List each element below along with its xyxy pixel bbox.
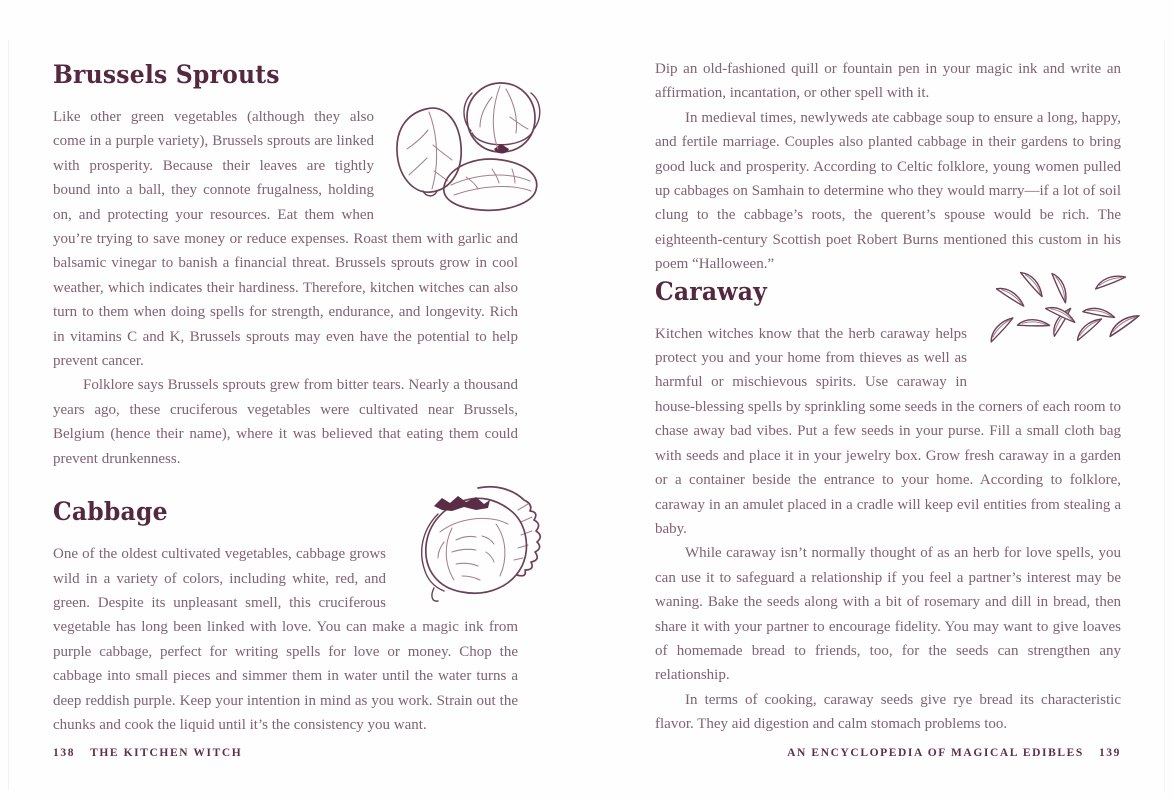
cabbage-heading: Cabbage: [53, 497, 168, 527]
caraway-paragraph-1: [655, 322, 1121, 542]
right-running-title: AN ENCYCLOPEDIA OF MAGICAL EDIBLES: [787, 747, 1084, 759]
section-cabbage: [53, 497, 518, 737]
left-page-footer: [53, 747, 242, 759]
brussels-sprouts-illustration: [388, 73, 558, 213]
brussels-sprouts-heading: Brussels Sprouts: [53, 60, 280, 89]
right-page: [655, 57, 1121, 737]
right-page-edge: [1164, 40, 1165, 790]
brussels-sprouts-paragraph-1: [53, 105, 518, 373]
right-page-footer: [787, 747, 1121, 759]
paragraph-text: Like other green vegetables (although they also come in a purple variety), Brussels sprouts are linked with prosperity. Because their leaves are tightly bound into a ball, they connote frugalness, holding on, and protecting your resources. Eat them when you’re trying to save money or reduce expenses. Roast them with garlic and balsamic vinegar to banish a financial threat. Brussels sprouts grow in cool weather, which indicates their hardiness. Therefore, kitchen witches can also turn to them when doing spells for strength, endurance, and longevity. Rich in vitamins C and K, Brussels sprouts may even have the potential to help prevent cancer.: [53, 109, 518, 370]
caraway-paragraph-2: [655, 541, 1121, 687]
section-caraway: [655, 277, 1121, 737]
brussels-sprouts-paragraph-2: [53, 373, 518, 471]
section-brussels-sprouts: [53, 60, 518, 471]
paragraph-text: In terms of cooking, caraway seeds give rye bread its characteristic flavor. They aid digestion and calm stomach problems too.: [655, 691, 1121, 733]
paragraph-text: Dip an old-fashioned quill or fountain pen in your magic ink and write an affirmation, incantation, or other spell with it.: [655, 61, 1121, 102]
paragraph-text: Folklore says Brussels sprouts grew from bitter tears. Nearly a thousand years ago, these cruciferous vegetables were cultivated near Brussels, Belgium (hence their name), where it was believed that eating them could prevent drunkenness.: [53, 377, 518, 467]
paragraph-text: One of the oldest cultivated vegetables, cabbage grows wild in a variety of colors, including white, red, and green. Despite its unpleasant smell, this cruciferous vegetable has long been linked with love. You can make a magic ink from purple cabbage, perfect for writing spells for love or money. Chop the cabbage into small pieces and simmer them in water until the water turns a deep reddish purple. Keep your intention in mind as you work. Strain out the chunks and cook the liquid until it’s the consistency you want.: [53, 546, 518, 733]
left-page: [53, 60, 518, 737]
right-page-number: 139: [1098, 747, 1121, 759]
cabbage-continuation-paragraph-2: [655, 106, 1121, 277]
left-running-title: THE KITCHEN WITCH: [90, 747, 243, 759]
paragraph-text: Kitchen witches know that the herb caraway helps protect you and your home from thieves as well as harmful or mischievous spirits. Use caraway in house-blessing spells by sprinkling some seeds in the corners of each room to chase away bad vibes. Put a few seeds in your purse. Fill a small cloth bag with seeds and place it in your jewelry box. Grow fresh caraway in a garden or a container beside the entrance to your home. According to folklore, caraway in an amulet placed in a cradle will keep evil entities from stealing a baby.: [655, 325, 1121, 537]
caraway-heading: Caraway: [655, 276, 767, 306]
left-page-edge: [8, 40, 9, 790]
paragraph-text: While caraway isn’t normally thought of as an herb for love spells, you can use it to safeguard a relationship if you feel a partner’s interest may be waning. Bake the seeds along with a bit of rosemary and dill in bread, then share it with your partner to encourage fidelity. You may want to give loaves of homemade bread to friends, too, for the seeds can strengthen any relationship.: [655, 545, 1121, 684]
paragraph-text: In medieval times, newlyweds ate cabbage soup to ensure a long, happy, and fertile marriage. Couples also planted cabbage in their gardens to bring good luck and prosperity. According to Celtic folklore, young women pulled up cabbages on Samhain to determine who they would marry—if a lot of soil clung to the cabbage’s roots, the querent’s spouse would be rich. The eighteenth-century Scottish poet Robert Burns mentioned this custom in his poem “Halloween.”: [655, 109, 1121, 273]
cabbage-paragraph-1: [53, 542, 518, 737]
cabbage-continuation-paragraph-1: [655, 57, 1121, 106]
left-page-number: 138: [53, 747, 76, 759]
caraway-paragraph-3: [655, 688, 1121, 737]
